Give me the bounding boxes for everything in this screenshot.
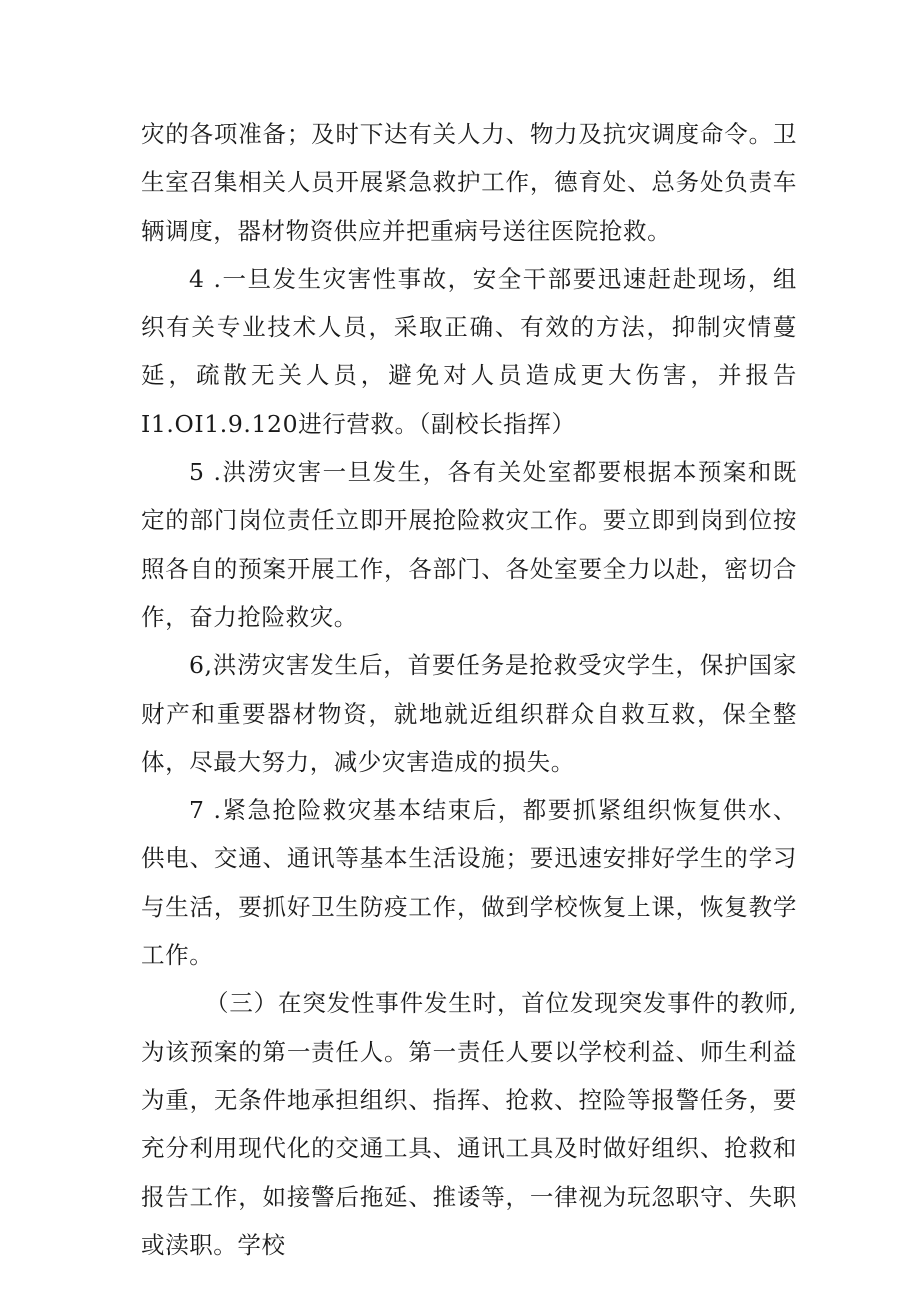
paragraph-section-3: （三）在突发性事件发生时，首位发现突发事件的教师,为该预案的第一责任人。第一责任人要以学校利益、师生利益为重，无条件地承担组织、指挥、抢救、控险等报警任务，要充分利用现代化的交通工具、通讯工具及时做好组织、抢救和报告工作，如接警后拖延、推诿等，一律视为玩忽职守、失职或渎职。学校 [141,989,797,1259]
paragraph-item-4: 4 .一旦发生灾害性事故，安全干部要迅速赶赴现场，组织有关专业技术人员，采取正确、有效的方法，抑制灾情蔓延，疏散无关人员，避免对人员造成更大伤害，并报告I1.OI1.9.120进行营救。（副校长指挥） [141,264,797,438]
paragraph-item-7: 7 .紧急抢险救灾基本结束后，都要抓紧组织恢复供水、供电、交通、通讯等基本生活设施；要迅速安排好学生的学习与生活，要抓好卫生防疫工作，做到学校恢复上课，恢复教学工作。 [141,796,797,970]
document-body [141,110,797,1269]
paragraph-item-6: 6,洪涝灾害发生后，首要任务是抢救受灾学生，保护国家财产和重要器材物资，就地就近组织群众自救互救，保全整体，尽最大努力，减少灾害造成的损失。 [141,651,797,776]
paragraph-item-5: 5 .洪涝灾害一旦发生，各有关处室都要根据本预案和既定的部门岗位责任立即开展抢险救灾工作。要立即到岗到位按照各自的预案开展工作，各部门、各处室要全力以赴，密切合作，奋力抢险救灾。 [141,458,797,631]
paragraph-continuation: 灾的各项准备；及时下达有关人力、物力及抗灾调度命令。卫生室召集相关人员开展紧急救护工作，德育处、总务处负责车辆调度，器材物资供应并把重病号送往医院抢救。 [141,120,797,245]
